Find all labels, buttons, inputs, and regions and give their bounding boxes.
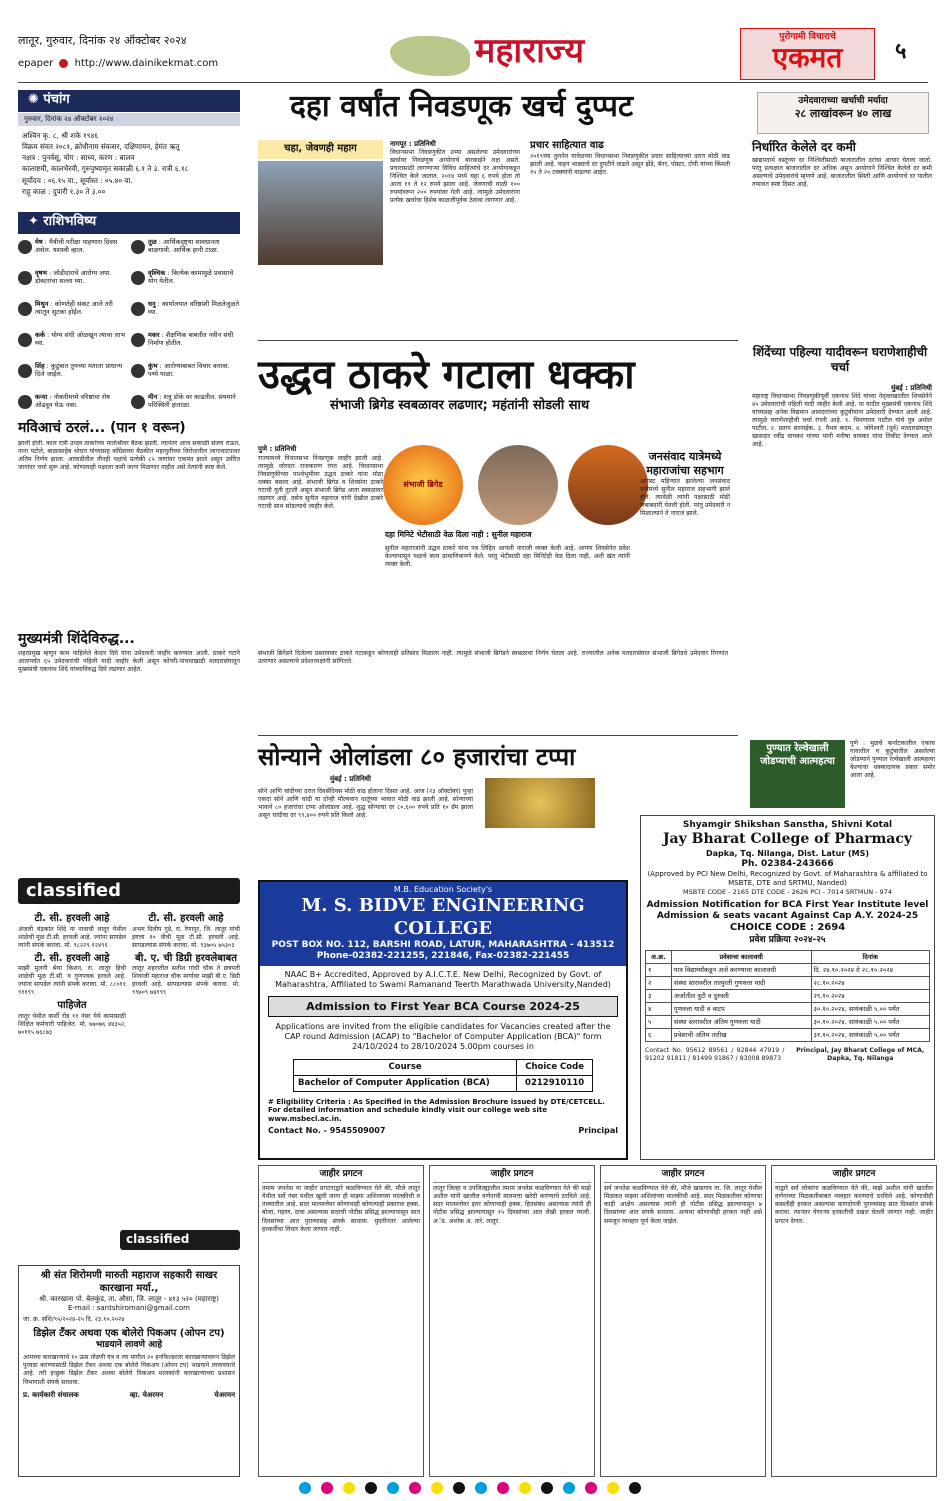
signatory: प्र. कार्यकारी संचालक (23, 1390, 79, 1399)
bidve-applications: Applications are invited from the eligible candidates for Vacancies created after the CAP round Admission (ACAP) to "Bachelor of Computer Application (BCA)" form 24/10/2024 to 28/10/2024 5.00pm courses in (275, 1022, 611, 1052)
panchang-heading: ✺ पंचांग (18, 90, 240, 112)
registration-swatch (629, 1482, 641, 1494)
aries-icon (18, 240, 32, 254)
public-notice (429, 1165, 595, 1477)
gemini-icon (18, 302, 32, 316)
sun-icon: ✺ (28, 92, 44, 107)
bidve-footer (260, 1126, 626, 1136)
leo-icon (18, 364, 32, 378)
virgo-icon (18, 395, 32, 409)
panchang-date: गुरुवार, दिनांक २४ ऑक्टोबर २०२४ (18, 113, 240, 126)
pharmacy-sign: Principal, Jay Bharat College of MCA, Dapka, Tq. Nilanga (796, 1046, 925, 1062)
classified-section (18, 910, 240, 1037)
rashi-item: कुंभ : आरोग्याबाबत विचार करावा. पथ्ये पाळा. (131, 362, 240, 390)
sunil-maharaj-photo (568, 445, 648, 525)
notice-heading: जाहीर प्रगटन (604, 1169, 762, 1183)
shinde-byline: मुंबई : प्रतिनिधी (891, 384, 932, 392)
table-row: ५ संस्था स्तरावरील अंतिम गुणवत्ता यादी ३०.१०.२०२४, सायंकाळी ५.०० पर्यंत (646, 1015, 930, 1028)
notice-heading: जाहीर प्रगटन (433, 1169, 591, 1183)
brand-tagline: पुरोगामी विचाराचे (779, 32, 836, 42)
notice-body: याद्वारे सर्व लोकांना कळविण्यात येते की, माझे अशील यांनी खालील वर्णनाच्या मिळकतीबाबत व्यवहार करण्याचे ठरविले आहे. कोणाचीही कसलीही हरकत असल्यास कागदोपत्री पुराव्यासह सात दिवसांत संपर्क करावा. त्यानंतर येणाऱ्या हरकतीची दखल घेतली जाणार नाही. जाहीर प्रगटन देणार. (775, 1185, 933, 1225)
panchang-line: विक्रम संवत २०८१, क्रोधीनाम संवत्सर, दक्षिणायन, हेमंत ऋतू (22, 142, 180, 152)
maharashtra-map-icon (390, 36, 470, 76)
registration-swatch (409, 1482, 421, 1494)
news-body: झाली होती. काल रात्री उध्दव ठाकरेंच्या मातोश्रीवर बैठक झाली. त्यानंतर आज सकाळी संजय राऊत, नाना पटोले, बाळासाहेब थोरात यांच्यासह काँग्रेसच्या बैठकीत महायुतीच्या विरोधातील जागावाटपावर अंतिम निर्णय झाला. आघाडीतील तीनही पक्षांचे प्रत्येकी ८५ जागांवर एकमत झाले असून उर्वरित जागांवर चर्चा सुरू आहे. कोणत्याही पक्षाला कमी जागा मिळणार नाहीत असे नेत्यांनी स्पष्ट केले. (18, 439, 240, 471)
rashi-item: वृषभ : जोडीदाराचे आरोग्य जपा. डॉक्टरांचा सल्ला घ्या. (18, 269, 127, 297)
notice-body: लातूर जिल्हा व उपजिल्ह्यातील तमाम जनतेस कळविण्यात येते की माझे अशील यांनी खालील वर्णनाची मालमत्ता खरेदी करण्याचे ठरविले आहे. सदर मालमत्तेवर इतर कोणाचाही हक्क, हितसंबंध असल्यास त्यांनी ही नोटीस प्रसिद्ध झाल्यापासून १५ दिवसांच्या आत लेखी हरकत घ्यावी. अॅड. अशोक अ. तारे, लातूर. (433, 1185, 591, 1225)
bidve-principal: Principal (578, 1125, 618, 1135)
food-photo (258, 161, 383, 265)
rashi-item: तुळ : आर्थिकदृष्ट्या सावधानता बाळगावी. आर्थिक हानी टाळा. (131, 238, 240, 266)
rashi-grid (18, 238, 240, 424)
registration-swatch (541, 1482, 553, 1494)
yatra-heading: जनसंवाद यात्रेमध्ये महाराजांचा सहभाग (646, 450, 724, 477)
libra-icon (131, 240, 145, 254)
headline-gold: सोन्याने ओलांडला ८० हजारांचा टप्पा (258, 742, 576, 771)
bidve-accreditation: NAAC B+ Accredited, Approved by A.I.C.T.E. New Delhi, Recognized by Govt. of Maharashtra, Affiliated to Swami Ramanand Teerth Marathwada University,Nanded) (275, 969, 611, 989)
rates-body: खाद्यपदार्थ वस्तूंच्या दर निश्चितीसाठी बाजारातील दरांचा आधार घेतला जातो. परंतु प्रत्यक्षात बाजारातील दर अधिक असून आयोगाने निश्चित केलेले दर कमी असल्याचे उमेदवारांचे म्हणणे आहे. बाजारातील स्थिती आणि आयोगाचे दर यातील तफावत स्पष्ट दिसत आहे. (752, 157, 932, 189)
classified-ad-heading: पाहिजेत (57, 1000, 87, 1012)
public-notice (600, 1165, 766, 1477)
brand-logo (740, 28, 875, 80)
public-notice (771, 1165, 937, 1477)
gold-jewellery-photo (485, 778, 595, 828)
table-header: दिनांक (811, 950, 929, 963)
classified-ad-heading: टी. सी. हरवली आहे (34, 952, 110, 964)
story1-sidebar (530, 140, 730, 177)
tender-signatures (23, 1391, 235, 1400)
registration-swatch (365, 1482, 377, 1494)
pisces-icon (131, 395, 145, 409)
classified-ad-text: अभय दिलीप गुडे, रा. रेणापूर, जि. लातूर यांची इयत्ता १० वीची मूळ टी.सी. हरवली आहे. सापडल्यास संपर्क करावा. मो. ९३७०५ ७५३०३ (132, 925, 240, 949)
section-divider (258, 735, 738, 736)
pharmacy-name: Jay Bharat College of Pharmacy (662, 831, 913, 848)
website-link[interactable]: http://www.dainikekmat.com (74, 58, 219, 69)
story2-caption-heading: दहा मिनिटे भेटीसाठी वेळ दिला नाही : सुनील महाराज (385, 530, 532, 539)
registration-swatch (387, 1482, 399, 1494)
rashi-item: सिंह : कुटुंबात तुमच्या मताला प्राधान्य दिले जाईल. (18, 362, 127, 390)
pune-suicide-headline: पुण्यात रेल्वेखाली जोडप्याची आत्महत्या (750, 740, 845, 808)
table-row: २ संस्था स्तरावरील तात्पुरती गुणवत्ता यादी २८.१०.२०२४ (646, 976, 930, 989)
expense-limit-value: २८ लाखांवरून ४० लाख (794, 107, 892, 121)
rashi-left-column (18, 238, 127, 424)
table-header: प्रवेशाचा कालावधी (671, 950, 811, 963)
news-heading: मुख्यमंत्री शिंदेविरुद्ध... (18, 630, 135, 647)
sugar-factory-tender-ad (18, 1265, 240, 1477)
registration-swatch (607, 1482, 619, 1494)
dateline: लातूर, गुरुवार, दिनांक २४ ऑक्टोबर २०२४ (18, 34, 187, 47)
headline-uddhav: उद्धव ठाकरे गटाला धक्का (258, 351, 635, 398)
registration-swatch (299, 1482, 311, 1494)
registration-swatch (475, 1482, 487, 1494)
classified-ad-text: अंजली चंद्रकांत शिंदे या नावाची लातूर येथील शाळेची मूळ टी.सी. हरवली आहे. ज्यांना सापडेल त्यांनी संपर्क करावा. मो. ९८२२९ १२४९१ (18, 925, 126, 949)
rashi-item: वृश्चिक : कित्येक कामामुळे प्रवासाचे योग येतील. (131, 269, 240, 297)
subheadline-sambhaji: संभाजी ब्रिगेड स्वबळावर लढणार; महंतांनी सोडली साथ (330, 398, 590, 413)
story1-byline: नागपूर : प्रतिनिधी (390, 140, 436, 148)
pharmacy-contact: Contact No. 95612 89561 / 92844 47919 / 91202 91811 / 81499 91867 / 83008 89873 (645, 1046, 785, 1062)
choice-code: 0212910110 (517, 1075, 593, 1091)
classified-column (18, 910, 126, 1037)
yatra-box (640, 450, 730, 518)
rashi-heading: ✦ राशिभविष्य (18, 212, 240, 234)
expense-limit-label: उमेदवाराच्या खर्चाची मर्यादा (798, 96, 888, 106)
registration-swatch (453, 1482, 465, 1494)
table-header: Choice Code (517, 1060, 593, 1076)
bidve-phone: Phone-02382-221255, 221846, Fax-02382-221455 (316, 951, 570, 962)
pharmacy-notice: Admission Notification for BCA First Year Institute level Admission & seats vacant Against Cap A.Y. 2024-25 (646, 899, 929, 921)
story1-body-column (390, 140, 520, 205)
classified-banner-small: classified (120, 1230, 240, 1250)
shinde-list-headline: शिंदेंच्या पहिल्या यादीवरून घराणेशाहीची चर्चा (752, 345, 928, 374)
gold-body: सोने आणि चांदीच्या दरात दिवसेंदिवस मोठी वाढ होताना दिसत आहे. आज (२३ ऑक्टोबर) पुन्हा एकदा सोने आणि चांदी या दोन्ही मौल्यवान धातूंच्या भावात मोठी वाढ झाली आहे. सोन्याच्या भावाने ८० हजारांचा टप्पा ओलांडला आहे. शुद्ध सोन्याचा दर ८०,६०० रुपये प्रति १० ग्रॅम झाला असून चांदीचा दर ९९,४०० रुपये प्रति किलो आहे. (258, 788, 473, 820)
public-notices (258, 1165, 938, 1477)
rashi-item: मकर : शैक्षणिक बाबतीत नवीन संधी निर्माण होतील. (131, 331, 240, 359)
aquarius-icon (131, 364, 145, 378)
rashi-item: धनु : कार्यालयात वरिष्ठांशी मिळतेजुळते घ्या. (131, 300, 240, 328)
uddhav-thackeray-photo (478, 445, 558, 525)
classified-ad-text: लातूर शहरातील सतीश गांधी चौक ते छत्रपती शिवाजी महाराज चौक मार्गावर माझी बी.ए. डिग्री हरवली आहे. सापडल्यास संपर्क करावा. मो. ९९७०९ ७४१९९ (132, 965, 240, 997)
registration-swatch (343, 1482, 355, 1494)
story2-byline: पुणे : प्रतिनिधी (258, 445, 297, 453)
bidve-course-table (293, 1059, 593, 1091)
registration-swatch (321, 1482, 333, 1494)
story1-body: विधानसभा निवडणुकीत उभ्या असलेल्या उमेदवारांच्या खर्चावर निवडणूक आयोगाचे बारकाईने लक्ष असते. प्रचारासाठी लागणाऱ्या विविध साहित्यांचे दर आयोगाकडून निश्चित केले जातात. २०१४ मध्ये चहा ६ रुपये होता तो आता ११ ते १२ रुपये झाला आहे. जेवणाची थाळी १०० रुपयांवरून २०० रुपयांवर गेली आहे. त्यामुळे उमेदवारांना प्रत्येक खर्चाचा हिशेब काळजीपूर्वक ठेवावा लागणार आहे. (390, 148, 520, 205)
classified-ad-heading: टी. सी. हरवली आहे (34, 913, 110, 924)
tender-subheading: भाडयाने लावणे आहे (95, 1340, 163, 1351)
shinde-list-story (752, 384, 932, 449)
expense-limit-box (757, 92, 929, 134)
rashi-item: मिथुन : कोणतेही संकट आले तरी त्यातून सुटका होईल. (18, 300, 127, 328)
bidve-college-ad (258, 880, 628, 1160)
table-row: ३ अर्जातील त्रुटी व दुरुस्ती २९.१०.२०२४ (646, 989, 930, 1002)
bidve-name: M. S. BIDVE ENGINEERING COLLEGE (301, 895, 585, 939)
sambhaji-brigade-logo (383, 445, 463, 525)
bidve-society: M.B. Education Society's (393, 885, 493, 894)
scorpio-icon (131, 271, 145, 285)
taurus-icon (18, 271, 32, 285)
classified-column (132, 910, 240, 1037)
registration-swatch (563, 1482, 575, 1494)
epaper-line[interactable] (18, 58, 218, 71)
print-registration-bar (70, 1482, 870, 1496)
rashi-item: कर्क : योग्य संधी ओळखून त्याचा लाभ घ्या. (18, 331, 127, 359)
pharmacy-college-ad (640, 815, 935, 1160)
pune-body: पुणे : मुळचे कर्नाटकातील एकाच गावातील व कुटुंबातील असलेल्या जोडप्याने पुण्यात रेल्वेखाली आत्महत्या केल्याचा धक्कादायक प्रकार समोर आला आहे. (850, 740, 935, 780)
rashi-right-column (131, 238, 240, 424)
epaper-label: epaper (18, 58, 54, 69)
capricorn-icon (131, 333, 145, 347)
photo-label: चहा, जेवणही महाग (258, 140, 383, 159)
classified-ad-text: माझी मुलगी श्रेया किशन, रा. लातूर हिची शाळेची मूळ टी.सी. व गुणपत्रक हरवले आहे. ज्यांना सापडेल त्यांनी संपर्क करावा. मो. ८८०११ ९११९९ (18, 965, 126, 997)
registration-swatch (585, 1482, 597, 1494)
notice-body: तमाम जनतेस या जाहीर प्रगटनाद्वारे कळविण्यात येते की, मौजे लातूर येथील सर्वे नंबर मधील खुली जागा ही माझ्या अशिलाच्या मालकीची व ताब्यातील आहे. सदर मालमत्तेवर कोणाचाही कोणत्याही प्रकारचा हक्क, बोजा, गहाण, दावा असल्यास सदरची नोटीस प्रसिद्ध झाल्यापासून सात दिवसांच्या आत पुराव्यासह संपर्क साधावा. मुदतीनंतर आलेल्या हरकतींचा विचार केला जाणार नाही. (262, 1185, 420, 1233)
panchang-line: कालाष्टमी, कालभैरवी, गुरुपुष्यामृत सकाळी ६.१ ते ३. रात्री ६.१८ (22, 164, 189, 174)
rashi-item: कन्या : नोकरीमध्ये वरिष्ठांचा रोष ओढवून घेऊ नका. (18, 393, 127, 421)
brand-name: एकमत (772, 41, 843, 75)
bidve-admission-title: Admission to First Year BCA Course 2024-25 (268, 996, 618, 1018)
story2-caption-body: सुनील महाराजांनी उद्धव ठाकरे यांना पत्र लिहित आपली नाराजी व्यक्त केली आहे. आपण शिवसेनेत प्रवेश केल्यापासून पक्षाचे काम प्रामाणिकपणे केले. परंतु भेटीसाठी दहा मिनिटेही वेळ दिला नाही, अशी खंत त्यांनी व्यक्त केली. (385, 545, 630, 569)
table-row: ६ प्रवेशाची अंतिम तारीख ३१.१०.२०२४, सायंकाळी ५.०० पर्यंत (646, 1028, 930, 1041)
pharmacy-society: Shyamgir Shikshan Sanstha, Shivni Kotal (682, 820, 893, 830)
panchang-line: अश्विन कृ. ८, श्री शके १९४६ (22, 131, 98, 140)
table-header: Course (294, 1060, 517, 1076)
pharmacy-process: प्रवेश प्रक्रिया २०२४-२५ (749, 934, 826, 945)
news-heading: मविआचं ठरलं... (पान १ वरून) (18, 420, 186, 436)
rashi-item: मीन : शत्रू डोके वर काढतील. संयमाने परिस्थिती हाताळा. (131, 393, 240, 421)
public-notice (258, 1165, 424, 1477)
classified-ad-heading: टी. सी. हरवली आहे (148, 913, 224, 924)
registration-swatch (519, 1482, 531, 1494)
sagittarius-icon (131, 302, 145, 316)
classified-ad-heading: बी. ए. ची डिग्री हरवलेबाबत (135, 952, 237, 964)
tender-ref: जा. क्र. संशि/९५/२०२४-२५ दि. २३.१०.२०२४ (23, 1315, 125, 1323)
rates-side-story (752, 138, 932, 189)
panchang-line: राहू काळ : दुपारी १.३० ते ३.०० (22, 186, 106, 196)
tea-meal-photo-block (258, 140, 383, 270)
story2-body-left: राज्यामध्ये विधानसभा निवडणूक जाहीर झाली आहे. त्यामुळे जोरदार राजकारण रंगत आहे. विधानसभा निवडणुकीच्या पार्श्वभूमीवर उद्धव ठाकरे यांना मोठा धक्का बसला आहे. संभाजी ब्रिगेड व शिवसेना ठाकरे गटाची युती तुटली असून संभाजी ब्रिगेड आता स्वबळावर लढणार आहे. तसेच सुनील महाराज यांनी देखील ठाकरे गटाची साथ सोडल्याचे जाहीर केले. (258, 455, 383, 511)
classified-ad-text: लातूर येथील बार्शी रोड ११ नंबर येथे कामासाठी शिक्षित कर्मचारी पाहिजेत. मो. ७७०७६ ४४३५२, ७०११५ ७६८७३ (18, 1012, 126, 1037)
section-title: महाराज्य (475, 31, 585, 71)
rates-heading: निर्धारित केलेले दर कमी (752, 140, 856, 154)
pharmacy-phone: Ph. 02384-243666 (741, 858, 834, 869)
yatra-body: आगस्ट महिन्यात झालेल्या जनसंवाद यात्रेमध्ये सुनील महाराज सहभागी झाले होते. त्यावेळी त्यांनी पक्षासाठी मोठी जबाबदारी घेतली होती. परंतु उमेदवारी न मिळाल्याने ते नाराज झाले. (640, 477, 730, 517)
zodiac-icon: ✦ (28, 214, 44, 229)
course-name: Bachelor of Computer Application (BCA) (294, 1075, 517, 1091)
panchang-line: नक्षत्र : पुनर्वसू, योग : साध्य, करण : बालव (22, 153, 135, 163)
section-divider (258, 340, 738, 341)
table-row: १ पात्र विद्यार्थ्यांकडून अर्ज करण्याचा कालावधी दि. २४.१०.२०२४ ते २८.१०.२०२४ (646, 963, 930, 976)
story2-body-bottom: संभाजी ब्रिगेडने दिलेल्या प्रस्तावावर ठाकरे गटाकडून कोणताही प्रतिसाद मिळाला नाही. त्यामुळे संभाजी ब्रिगेडने स्वबळाचा निर्णय घेतला आहे. राज्यातील अनेक मतदारसंघात संभाजी ब्रिगेडचे उमेदवार रिंगणात उतरणार असल्याचे प्रदेशाध्यक्षांनी सांगितले. (258, 650, 728, 666)
bidve-contact: Contact No. - 9545509007 (268, 1125, 386, 1135)
bidve-eligibility: # Eligibility Criteria : As Specified in the Admission Brochure issued by DTE/CETCELL. For detailed information and schedule kindly visit our college web site www.msbecl.ac.in. (268, 1097, 605, 1123)
gold-byline: मुंबई : प्रतिनिधी (330, 775, 371, 783)
section-title-block (380, 30, 620, 82)
shinde-body: महाराष्ट्र विधानसभा निवडणुकीपूर्वी एकनाथ शिंदे यांच्या नेतृत्वाखालील शिवसेनेने ४५ उमेदवारांची पहिली यादी जाहीर केली आहे. या यादीत मुख्यमंत्री एकनाथ शिंदे यांच्यासह अनेक विद्यमान आमदारांच्या कुटुंबीयांना उमेदवारी देण्यात आली आहे. त्यामुळे घराणेशाहीची चर्चा रंगली आहे. १. चिमणराव पाटील यांचे पुत्र अमोल पाटील, २. प्रताप सरनाईक, ३. वैभव कदम, ४. जोगेश्वरी (पूर्व) मतदारसंघातून खासदार रवींद्र वायकर यांच्या पत्नी मनीषा वायकर यांना तिकीट देण्यात आले आहे. (752, 392, 932, 449)
panchang-details (22, 130, 237, 197)
cancer-icon (18, 333, 32, 347)
pharmacy-approval: (Approved by PCI New Delhi, Recognized by Govt. of Maharashtra & affiliated to MSBTE, DTE and SRTMU, Nanded) (647, 870, 928, 887)
signatory: चेअरमन (214, 1390, 235, 1399)
globe-icon (59, 59, 68, 68)
masthead-divider (18, 82, 928, 83)
left-news-column (18, 418, 240, 674)
pharmacy-codes: MSBTE CODE - 2165 DTE CODE - 2626 PCI - 7014 SRTMUN - 974 (683, 887, 892, 896)
pharmacy-schedule-table (645, 950, 930, 1042)
tender-title: श्री संत शिरोमणी मारुती महाराज सहकारी साखर कारखाना मर्या., (40, 1270, 218, 1294)
notice-body: सर्व जनतेस कळविण्यात येते की, मौजे खाडगाव ता. जि. लातूर येथील मिळकत माझ्या अशिलांच्या मालकीची आहे. सदर मिळकतीवर कोणाचा काही आक्षेप असल्यास त्यांनी ही नोटीस प्रसिद्ध झाल्यापासून ७ दिवसांच्या आत संपर्क साधावा. अन्यथा कोणाचीही हरकत नाही असे समजून व्यवहार पूर्ण केला जाईल. (604, 1185, 762, 1225)
story1-subheading: प्रचार साहित्यात वाढ (530, 140, 604, 151)
signatory: व्हा. चेअरमन (129, 1390, 164, 1399)
tender-address: श्री. कारखाना पो. बेलकुंड, ता. औसा, जि. लातूर - ४१३ ५२० (महाराष्ट्र) (39, 1295, 219, 1303)
pharmacy-address: Dapka, Tq. Nilanga, Dist. Latur (MS) (705, 848, 870, 858)
logo-text: संभाजी ब्रिगेड (403, 480, 443, 489)
tender-email: E-mail : santshiromani@gmail.com (67, 1303, 190, 1312)
news-body: शहरप्रमुख म्हणून काम पाहिलेले केदार दिघे यांना उमेदवारी जाहीर करण्यात आली. ठाकरे गटाने आतापर्यंत ६५ उमेदवारांची पहिली यादी जाहीर केली असून कोपरी-पाचपाखाडी मतदारसंघातून मुख्यमंत्री एकनाथ शिंदे यांच्याविरुद्ध दिघे लढणार आहेत. (18, 650, 240, 674)
registration-swatch (497, 1482, 509, 1494)
story1-sub-body: २०१९च्या तुलनेत यावेळच्या विधानसभा निवडणुकीत प्रचार साहित्याच्या दरात मोठी वाढ झाली आहे. वाहन भाड्याचे दर दुपटीने वाढले असून झेंडे, बॅनर, पोस्टर, टोपी यांच्या किंमती १५ ते २० टक्क्यांनी वाढल्या आहेत. (530, 152, 730, 176)
bidve-address: POST BOX NO. 112, BARSHI ROAD, LATUR, MAHARASHTRA - 413512 (271, 940, 615, 950)
table-header: अ.क्र. (646, 950, 672, 963)
tender-heading: डिझेल टँकर अथवा एक बोलेरो पिकअप (ओपन टप) (33, 1327, 225, 1339)
classified-banner: classified (18, 878, 240, 904)
tender-body: आमच्या कारखान्याचे १० ऊस तोडणी यंत्र व त्या मागील २० इनफिल्डरला कारखान्यावरून डिझेल पुरवठा करण्यासाठी डिझेल टँकर अथवा एक बोलेरो पिकअप (ओपन टप) भाडयाने लावावयाचे आहे. तरी इच्छुक डिझेल टँकर अथवा बोलेरो पिकअप मालकांनी कारखान्याच्या प्रशासन विभागाशी संपर्क साधावा. (23, 1354, 235, 1386)
pharmacy-choice-code: CHOICE CODE : 2694 (729, 922, 846, 934)
bidve-header (260, 882, 626, 966)
headline-election-expense: दहा वर्षांत निवडणूक खर्च दुप्पट (290, 89, 634, 124)
table-row: ४ गुणवत्ता यादी व वाटप ३०.१०.२०२४, सायंकाळी ५.०० पर्यंत (646, 1002, 930, 1015)
registration-swatch (431, 1482, 443, 1494)
rashi-item: मेष : मैत्रीची परीक्षा पाहणारा दिवस असेल. यशस्वी व्हाल. (18, 238, 127, 266)
page-number: ५ (895, 39, 907, 64)
notice-heading: जाहीर प्रगटन (775, 1169, 933, 1183)
notice-heading: जाहीर प्रगटन (262, 1169, 420, 1183)
panchang-line: सूर्योदय : ०६.१५ वा., सूर्यास्त : ०५.४० वा. (22, 175, 133, 185)
pharmacy-footer (645, 1047, 930, 1063)
